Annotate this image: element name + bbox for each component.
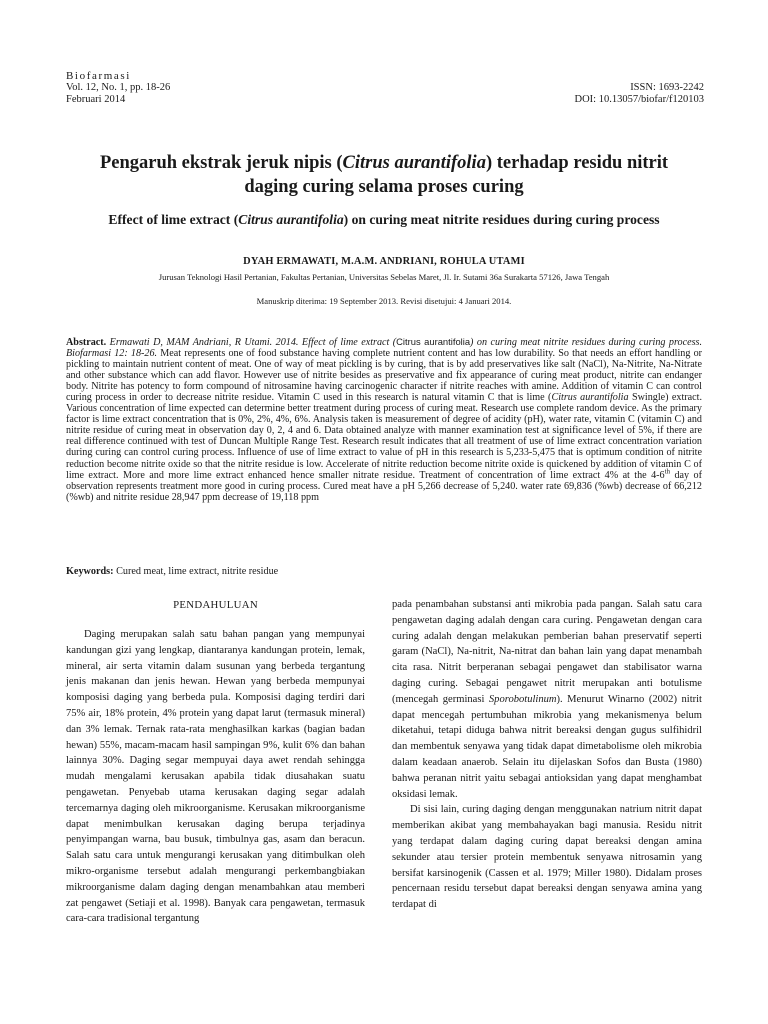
journal-date: Februari 2014 [66,94,126,105]
title-line1-pre: Pengaruh ekstrak jeruk nipis ( [99,153,343,173]
title-line2: daging curing selama proses curing [244,177,524,197]
abstract-body-1: Meat represents one of food substance having complete nutrient content and has low durability. So that needs an effort handling or pickling to maintain nutrient content of meat. One of way of meat pickling is by curing, that is by add preservatives like salt (NaCl), Na-Nitrite, Na-Nitrate and other substance which can add flavor. However use of nitrite besides as preservative and fix appearance of curing meat product, nitrite can endanger body. Nitrite has potency to form compound of nitrosamine having carcinogenic character if nitrite reaches with amine. Addition of vitamin C can control curing process in order to decrease nitrite residue. Vitamin C used in this research is natural vitamin C that is lime ( [66,348,703,404]
abstract-body-3: day of observation represents treatment more good in curing process. Cured meat have a pH 5,266 decrease of 5,240. water rate 69,836 (%wb) decrease of 66,212 (%wb) and nitrite residue 28,947 ppm decrease of 19,118 ppm [66,469,702,503]
right-paragraph-scientific-name: Sporobotulinum [488,693,557,705]
article-title-english [40,211,728,229]
journal-doi: DOI: 10.13057/biofar/f120103 [574,94,704,105]
abstract-superscript: th [664,467,671,476]
title-line1-scientific-name: Citrus aurantifolia [342,153,486,173]
right-paragraph-1a: pada penambahan substansi anti mikrobia pada pangan. Salah satu cara pengawetan daging adalah dengan cara curing. Pengawetan dengan cara curing adalah dengan melakukan pemberian bahan preservatif seperti garam (NaCl), Na-nitrit, Na-nitrat dan bahan lain yang dapat menambah cita rasa. Nitrit berperanan sebagai pengawet dan stabilisator warna daging curing. Sebagai pengawet nitrit merupakan anti botulisme (mencegah germinasi [392,599,702,705]
abstract-citation-1: Ermawati D, MAM Andriani, R Utami. 2014. Effect of lime extract ( [106,337,397,348]
abstract-citation-scientific-name: Citrus aurantifolia [396,336,471,347]
title-en-scientific-name: Citrus aurantifolia [238,212,344,227]
abstract-citation-2: ) on curing meat nitrite residues during curing process. Biofarmasi 12: 18-26. [66,337,702,360]
authors: DYAH ERMAWATI, M.A.M. ANDRIANI, ROHULA UTAMI [243,256,525,267]
keywords-label: Keywords: [66,566,114,577]
right-column [392,597,702,913]
intro-paragraph-1: Daging merupakan salah satu bahan pangan yang mempunyai kandungan gizi yang lengkap, diantaranya kandungan protein, lemak, mineral, air serta vitamin dalam susunan yang berbeda tergantung jenis makanan dan jenis hewan. Hewan yang berbeda mempunyai komposisi daging yang berbeda pula. Komposisi daging terdiri dari 75% air, 18% protein, 4% protein yang dapat larut (termasuk mineral) dan 3% lemak. Ternak rata-rata menghasilkan karkas (bagian badan hewan) 55%, macam-macam hasil sampingan 9%, kulit 6% dan bahan lainnya 30%. Daging segar mempuyai daya awet rendah sehingga mudah mengalami kerusakan apabila tidak diusahakan suatu pengawetan. Penyebab utama kerusakan daging segar adalah tercemarnya daging oleh mikroorganisme. Kerusakan mikroorganisme dapat menimbulkan kerusakan daging berupa terjadinya penyimpangan warna, bau busuk, timbulnya gas, asam dan beracun. Salah satu cara untuk mengurangi kerusakan yang ditimbulkan oleh mikro-organisme tersebut adalah mengurangi perkembangbiakan mikroorganisme dalam daging dengan menambahkan atau memberi zat pengawet (Setiaji et al. 1998). Banyak cara pengawetan, termasuk cara-cara tradisional tergantung [66,629,365,925]
title-en-pre: Effect of lime extract ( [108,212,239,227]
journal-issn: ISSN: 1693-2242 [630,82,704,93]
keywords [66,566,702,577]
title-line1-post: ) terhadap residu nitrit [485,153,669,173]
right-paragraph-1b: ). Menurut Winarno (2002) nitrit dapat mencegah pertumbuhan mikrobia yang mekanismenya belum diketahui, tetapi diduga bahwa nitrit bereaksi dengan gugus sulfihidril dan membentuk senyawa yang tidak dapat dimetabolisme oleh mikrobia dalam keadaan anaerob. Selain itu dijelaskan Sofos dan Busta (1980) bahwa peranan nitrit yaitu sebagai antioksidan yang dapat menghambat oksidasi lemak. [392,693,702,800]
abstract-scientific-name: Citrus aurantifolia [551,392,629,404]
left-column [66,598,365,927]
manuscript-dates: Manuskrip diterima: 19 September 2013. Revisi disetujui: 4 Januari 2014. [256,296,512,306]
affiliation: Jurusan Teknologi Hasil Pertanian, Fakultas Pertanian, Universitas Sebelas Maret, Jl. Ir. Sutami 36a Surakarta 57126, Jawa Tengah [158,272,610,282]
journal-volume: Vol. 12, No. 1, pp. 18-26 [66,82,171,93]
abstract-body-2: Swingle) extract. Various concentration of lime expected can determine better treatment during process of curing meat. Research use complete random device. As the primary factor is lime extract concentration that is 0%, 2%, 4%, 6%. Analysis taken is measurement of degree of acidity (pH), water rate, vitamin C (vitamin C) and nitrite residue of curing meat in observation day 0, 2, 4 and 6. Data obtained analyze with manner examination test at significance level of 5%, if there are real difference continued with test of Duncan Multiple Range Test. Research result indicates that all treatment of use of lime extract concentration variation during curing can control curing process. Influence of use of lime extract to value of pH in this research is 5,233-5,475 that is optimum condition of nitrite reduction become nitrite oxide so that the nitrite residue is low. Accelerate of nitrite reduction become nitrite oxide is quickened by addition of vitamin C of lime extract. More and more lime extract enhanced hence smaller nitrate residue. Treatment of concentration of lime extract 4% at the 4-6 [66,392,702,481]
keywords-text: Cured meat, lime extract, nitrite residue [113,566,279,577]
intro-paragraph-continued [392,597,702,802]
title-en-post: ) on curing meat nitrite residues during curing process [343,212,660,227]
journal-header-right [575,82,704,106]
article-title-indonesian [40,151,728,199]
journal-header-left [66,70,170,106]
abstract [66,336,702,503]
section-heading: PENDAHULUAN [173,599,258,611]
journal-name: Biofarmasi [66,70,131,82]
abstract-label: Abstract. [66,337,107,348]
intro-paragraph-2: Di sisi lain, curing daging dengan menggunakan natrium nitrit dapat memberikan akibat yang membahayakan bagi manusia. Residu nitrit yang terdapat dalam daging curing dapat bereaksi dengan amina sekunder atau tersier protein membentuk senyawa nitrosamin yang bersifat karsinogenik (Cassen et al. 1979; Miller 1980). Didalam proses pencernaan residu tersebut dapat bereaksi dengan senyawa amina yang terdapat di [392,804,702,911]
